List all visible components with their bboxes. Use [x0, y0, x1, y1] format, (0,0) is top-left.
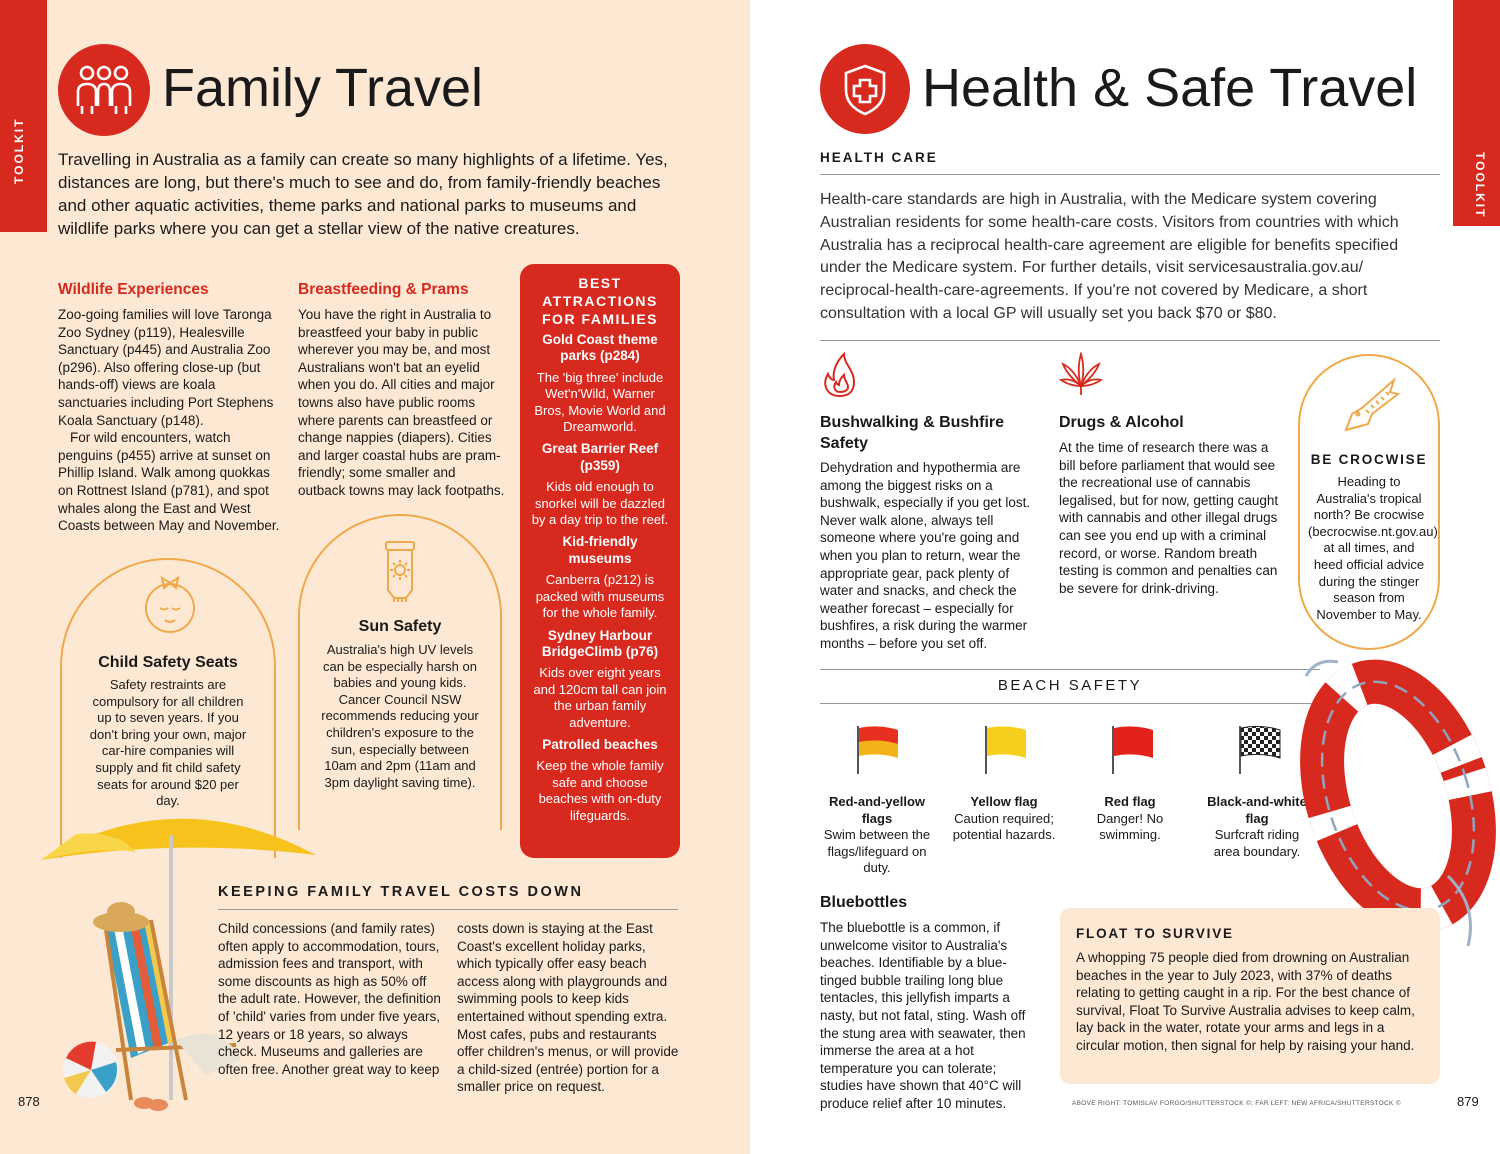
intro-paragraph: Travelling in Australia as a family can create so many highlights of a lifetime. Yes, distances are long, but there's much to see and do, from family-friendly beaches and other aquatic activities, theme parks and national parks to museums and wildlife parks where you can get a stellar view of the native creatures. — [58, 150, 668, 238]
flag-label: Red flag — [1104, 794, 1156, 809]
bluebottles-body: The bluebottle is a common, if unwelcome visitor to Australia's beaches. Identifiable by a blue-tinged bubble trailing long blue tentacles, this jellyfish imparts a nasty, but not fatal, sting. Wash off the stung area with seawater, then immerse the area at a hot temperature you can tolerate; studies have shown that 40°C will produce relief after 10 minutes. — [820, 920, 1026, 1111]
best-attractions-list — [530, 332, 670, 824]
flag-item-red — [1080, 794, 1180, 844]
red-flag-icon — [1109, 724, 1157, 781]
page-number-left: 878 — [18, 1094, 40, 1109]
float-body: A whopping 75 people died from drowning on Australian beaches in the year to July 2023, with 37% of deaths relating to getting caught in a rip. For the best chance of survival, Float To Survive Australia advises to keep calm, lay back in the water, rotate your arms and legs in a circular motion, then signal for help by raising your hand. — [1076, 950, 1415, 1053]
best-item-desc: Kids over eight years and 120cm tall can join the urban family adventure. — [533, 665, 667, 730]
breastfeeding-body: You have the right in Australia to breastfeed your baby in public wherever you may be, and most Australians won't bat an eyelid when you do. All cities and major towns also have public rooms where parents can breastfeed or change nappies (diapers). Cities and larger coastal hubs are pram-friendly; some smaller and outback towns may lack footpaths. — [298, 307, 505, 498]
toolkit-tab-right — [1453, 0, 1500, 226]
flag-label: Black-and-white flag — [1207, 794, 1307, 826]
wildlife-body — [58, 306, 280, 535]
best-attractions-title: BEST ATTRACTIONS FOR FAMILIES — [542, 275, 658, 327]
costs-heading: KEEPING FAMILY TRAVEL COSTS DOWN — [218, 884, 584, 900]
best-item-name: Patrolled beaches — [542, 736, 658, 752]
drugs-body: At the time of research there was a bill before parliament that would see the recreational use of cannabis legalised, but for now, getting caught with cannabis and other illegal drugs can see you end up with a criminal record, or worse. Random breath testing is common and penalties can be severe for drink-driving. — [1059, 440, 1279, 596]
crocodile-icon — [1338, 374, 1402, 439]
sun-safety-arch — [298, 514, 502, 830]
toolkit-tab-label-right: TOOLKIT — [1473, 152, 1487, 219]
beach-safety-rule-top — [820, 669, 1320, 670]
flag-label: Red-and-yellow flags — [828, 794, 926, 826]
best-item-desc: Keep the whole family safe and choose beaches with on-duty lifeguards. — [536, 758, 664, 823]
best-item-name: Sydney Harbour BridgeClimb (p76) — [541, 627, 659, 659]
wildlife-heading: Wildlife Experiences — [58, 281, 209, 298]
page-title-right: Health & Safe Travel — [922, 58, 1418, 118]
black-white-flag-icon — [1236, 724, 1284, 781]
costs-column-1: Child concessions (and family rates) often apply to accommodation, tours, admission fees and transport, with some discounts as high as 50% off the adult rate. However, the definition of 'child' varies from under five years, 12 years or 18 years, so always check. Museums and galleries are often free. Another great way to keep — [218, 921, 441, 1077]
photo-credits: ABOVE RIGHT: TOMISLAV FORGO/SHUTTERSTOCK ©; FAR LEFT: NEW AFRICA/SHUTTERSTOCK © — [1072, 1100, 1401, 1107]
costs-rule — [218, 909, 678, 910]
best-item-name: Kid-friendly museums — [562, 534, 638, 566]
toolkit-tab-label: TOOLKIT — [12, 117, 26, 184]
best-item-name: Gold Coast theme parks (p284) — [542, 332, 658, 364]
red-yellow-flag-icon — [854, 724, 902, 781]
drugs-heading: Drugs & Alcohol — [1059, 414, 1184, 431]
best-item-desc: Canberra (p212) is packed with museums for the whole family. — [535, 572, 665, 621]
flag-item-yellow — [946, 794, 1062, 844]
bluebottles-heading: Bluebottles — [820, 894, 908, 911]
sun-safety-body: Australia's high UV levels can be especially harsh on babies and young kids. Cancer Council NSW recommends reducing your children's exposure to the sun, especially between 10am and 2pm (11am and 3pm daylight saving time). — [321, 642, 479, 790]
crocwise-heading: BE CROCWISE — [1310, 452, 1428, 467]
flag-label: Yellow flag — [970, 794, 1038, 809]
best-item-desc: The 'big three' include Wet'n'Wild, Warner Bros, Movie World and Dreamworld. — [534, 369, 666, 435]
flag-desc: Danger! No swimming. — [1096, 810, 1164, 842]
sun-safety-heading: Sun Safety — [358, 618, 442, 635]
health-care-body: Health-care standards are high in Australia, with the Medicare system covering Australian residents for some health-care costs. Visitors from countries with which Australia has a reciprocal health-care agreement are eligible for benefits specified under the Medicare system. For further details, visit servicesaustralia.gov.au/ reciprocal-health-care-agreements. If you're not covered by Medicare, a short consultation with a local GP will usually set you back $70 or $80. — [820, 191, 1399, 322]
baby-icon — [138, 570, 202, 641]
right-page — [750, 0, 1500, 1154]
float-to-survive-box — [1060, 908, 1440, 1084]
flag-desc: Swim between the flags/lifeguard on duty. — [823, 827, 931, 875]
best-attractions-box — [520, 264, 680, 858]
child-seats-body: Safety restraints are compulsory for all children up to seven years. If you don't bring your own, major car-hire companies will supply and fit child safety seats for around $20 per day. — [89, 677, 247, 809]
yellow-flag-icon — [982, 724, 1030, 781]
costs-column-2: costs down is staying at the East Coast's excellent holiday parks, which typically offer easy beach access along with playgrounds and swimming pools to keep kids entertained without spending extra. Most cafes, pubs and restaurants offer children's menus, or will provide a child-sized (entrée) portion for a smaller price on request. — [457, 921, 679, 1095]
flag-item-red-yellow — [818, 794, 936, 877]
breastfeeding-heading: Breastfeeding & Prams — [298, 281, 469, 298]
wildlife-body-1: Zoo-going families will love Taronga Zoo Sydney (p119), Healesville Sanctuary (p445) and Australia Zoo (p296). Also offering close-up (but hands-off) views are koala sanctuaries including Port Stephens Koala Sanctuary (p148). — [58, 307, 274, 428]
beach-safety-heading: BEACH SAFETY — [997, 677, 1143, 694]
fire-icon — [820, 352, 860, 403]
wildlife-body-2: For wild encounters, watch penguins (p455) arrive at sunset on Phillip Island. Walk among quokkas on Rottnest Island (p781), and spot whales along the East and West Coasts between May and November. — [58, 430, 280, 534]
flag-desc: Surfcraft riding area boundary. — [1213, 827, 1301, 859]
family-icon — [58, 44, 150, 136]
health-shield-icon — [820, 44, 910, 134]
health-divider-rule — [820, 340, 1440, 341]
health-care-rule — [820, 174, 1440, 175]
cannabis-leaf-icon — [1059, 352, 1103, 401]
toolkit-tab — [0, 0, 47, 232]
child-seats-heading: Child Safety Seats — [98, 654, 238, 671]
float-heading: FLOAT TO SURVIVE — [1076, 926, 1234, 941]
flag-desc: Caution required; potential hazards. — [952, 810, 1056, 842]
beach-safety-rule-bottom — [820, 703, 1320, 704]
bushwalking-heading: Bushwalking & Bushfire Safety — [820, 414, 1005, 452]
crocwise-arch — [1298, 354, 1440, 650]
health-care-heading: HEALTH CARE — [820, 150, 938, 165]
page-number-right: 879 — [1457, 1094, 1479, 1109]
bushwalking-body: Dehydration and hypothermia are among the biggest risks on a bushwalk, especially if you get lost. Never walk alone, always tell someone where you're going and when you plan to return, wear the appropriate gear, pack plenty of water and snacks, and check the weather forecast – especially for bushfires, a risk during the warmer months – before you set off. — [820, 460, 1031, 651]
flag-item-black-white — [1202, 794, 1312, 860]
best-item-desc: Kids old enough to snorkel will be dazzled by a day trip to the reef. — [531, 479, 669, 528]
sunscreen-icon — [382, 540, 418, 607]
page-title: Family Travel — [162, 58, 484, 118]
crocwise-body: Heading to Australia's tropical north? Be crocwise (becrocwise.nt.gov.au) at all times, and heed official advice during the stinger season from November to May. — [1308, 474, 1438, 622]
best-item-name: Great Barrier Reef (p359) — [541, 441, 659, 473]
